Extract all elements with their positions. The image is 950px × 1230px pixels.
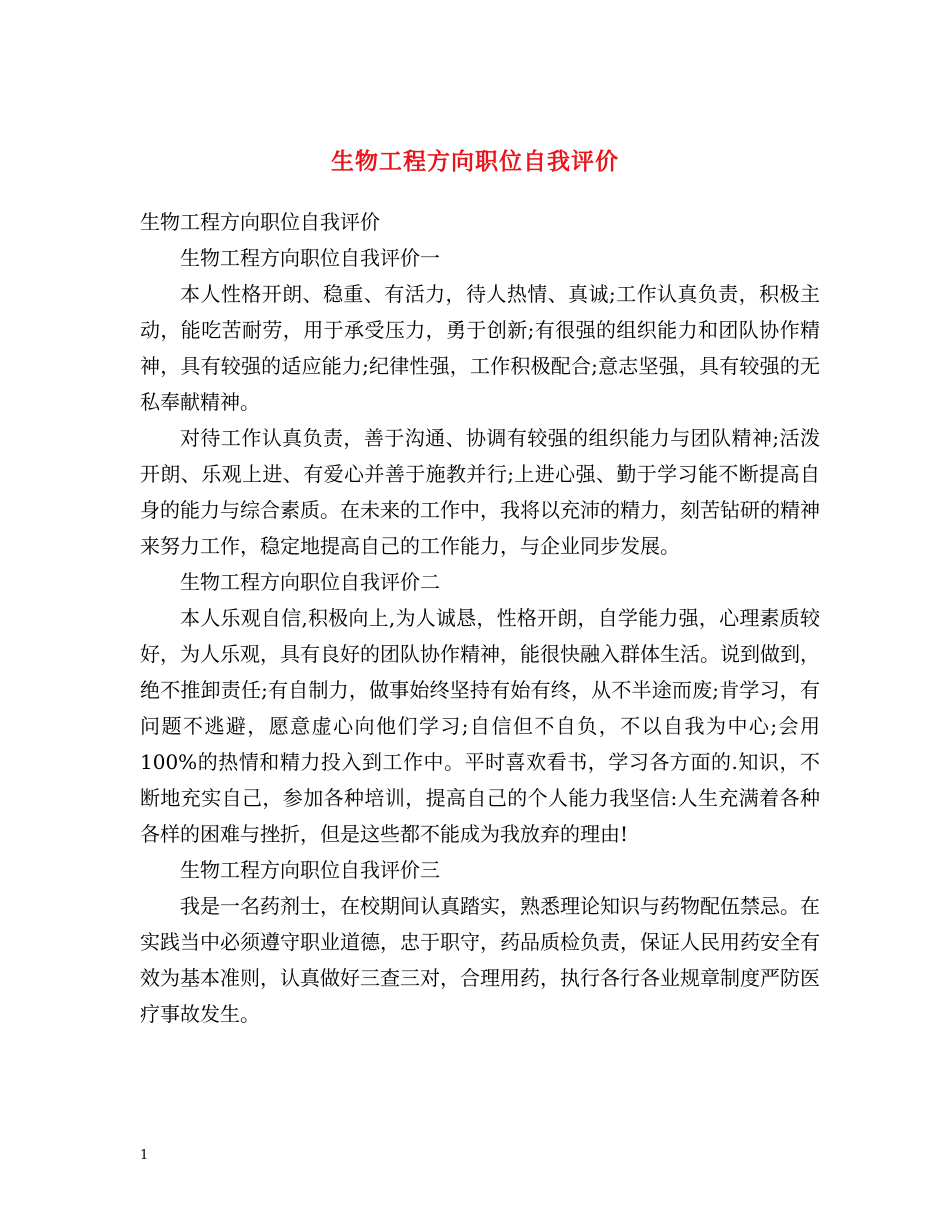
intro-line: 生物工程方向职位自我评价	[140, 210, 380, 234]
document-body	[140, 204, 820, 1032]
document-title: 生物工程方向职位自我评价	[331, 148, 619, 176]
paragraph: 本人乐观自信,积极向上,为人诚恳，性格开朗，自学能力强，心理素质较好，为人乐观，具有良好的团队协作精神，能很快融入群体生活。说到做到，绝不推卸责任;有自制力，做事始终坚持有始有终，从不半途而废;肯学习，有问题不逃避，愿意虚心向他们学习;自信但不自负，不以自我为中心;会用100%的热情和精力投入到工作中。平时喜欢看书，学习各方面的.知识，不断地充实自己，参加各种培训，提高自己的个人能力我坚信:人生充满着各种各样的困难与挫折，但是这些都不能成为我放弃的理由!	[140, 606, 820, 846]
paragraph: 我是一名药剂士，在校期间认真踏实，熟悉理论知识与药物配伍禁忌。在实践当中必须遵守职业道德，忠于职守，药品质检负责，保证人民用药安全有效为基本准则，认真做好三查三对，合理用药，执行各行各业规章制度严防医疗事故发生。	[140, 894, 820, 1026]
section-heading-3: 生物工程方向职位自我评价三	[180, 858, 440, 882]
paragraph: 本人性格开朗、稳重、有活力，待人热情、真诚;工作认真负责，积极主动，能吃苦耐劳，用于承受压力，勇于创新;有很强的组织能力和团队协作精神，具有较强的适应能力;纪律性强，工作积极配合;意志坚强，具有较强的无私奉献精神。	[140, 282, 820, 414]
paragraph: 对待工作认真负责，善于沟通、协调有较强的组织能力与团队精神;活泼开朗、乐观上进、有爱心并善于施教并行;上进心强、勤于学习能不断提高自身的能力与综合素质。在未来的工作中，我将以充沛的精力，刻苦钻研的精神来努力工作，稳定地提高自己的工作能力，与企业同步发展。	[140, 426, 820, 558]
section-heading-1: 生物工程方向职位自我评价一	[180, 246, 440, 270]
page-number: 1	[140, 1148, 149, 1163]
section-heading-2: 生物工程方向职位自我评价二	[180, 570, 440, 594]
